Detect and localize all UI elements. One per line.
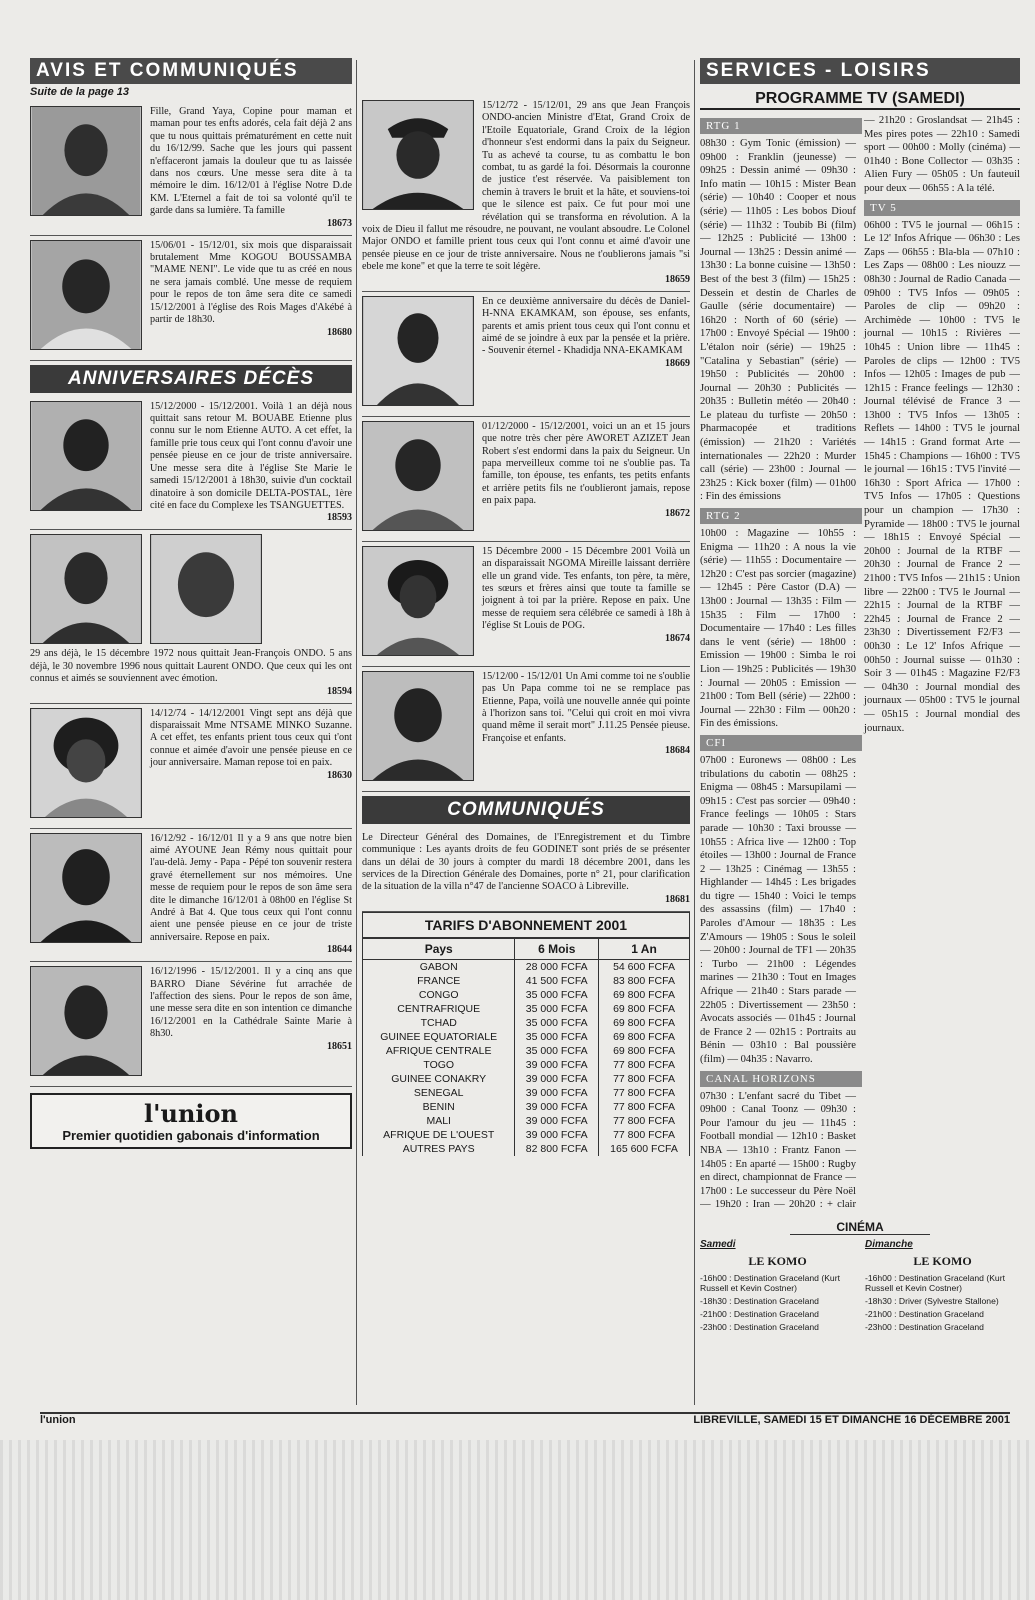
notice-ref: 18659: [665, 273, 690, 285]
footer-dateline: LIBREVILLE, SAMEDI 15 ET DIMANCHE 16 DÉCEMBRE 2001: [693, 1414, 1010, 1426]
tarif-cell: 35 000 FCFA: [515, 1044, 599, 1058]
tarif-cell: 69 800 FCFA: [599, 1016, 690, 1030]
notice-ref: 18593: [327, 512, 352, 524]
channel-schedule: 07h30 : L'enfant sacré du Tibet — 09h00 : Canal Toonz — 09h30 : Pour l'amour du jeu — 11h45 : Football mondial — 12h10 : Basket NBA — 13h10 : Frantz Fanon — 14h05 : En aparté — 15h00 : Rugby en direct, championnat de France — 17h00 : Le successeur du Père Noël — 19h20 : Iran — 20h20 : + clair — 21h20 : Groslandsat — 21h45 : Mes pires potes — 22h10 : Samedi sport — 00h00 : Molly (cinéma) — 01h40 : Bone Collector — 03h35 : Alien Fury — 05h05 : Un fauteuil pour deux — 06h55 : A la télé.: [700, 115, 1020, 1211]
notice-block: [30, 704, 352, 829]
notice-ref: 18674: [665, 632, 690, 644]
tarif-cell: 39 000 FCFA: [515, 1086, 599, 1100]
tarif-cell: SENEGAL: [363, 1086, 515, 1100]
tarif-cell: 69 800 FCFA: [599, 1002, 690, 1016]
notice-text: 15/06/01 - 15/12/01, six mois que disparaissait brutalement Mme KOGOU BOUSSAMBA "MAME NENI". Le vide que tu as créé en nous ne sera jamais comblé. Une messe de requiem pour le repos de ton âme sera dite ce samedi 15/12/2001 à l'église des Rois Mages d'Akébé à partir de 18h30.: [150, 239, 352, 326]
notice-ref: 18644: [327, 944, 352, 956]
notice-block: [30, 829, 352, 963]
cinema-showtime: -18h30 : Driver (Sylvestre Stallone): [865, 1296, 999, 1306]
tv-programme-grid: [700, 114, 1020, 1214]
tarif-cell: 39 000 FCFA: [515, 1072, 599, 1086]
notice-block: [30, 102, 352, 236]
notice-text: 16/12/1996 - 15/12/2001. Il y a cinq ans que BARRO Diane Sévérine fut arrachée de l'affection des siens. Pour le repos de son âme, une messe sera dite en son intention ce dimanche 16/12/2001 en la Cathédrale Sainte Marie à 8h30.: [150, 966, 352, 1040]
channel-label: RTG 2: [700, 508, 862, 524]
portrait-photo: [30, 106, 142, 216]
notice-block: [362, 542, 690, 667]
tarif-cell: 69 800 FCFA: [599, 1044, 690, 1058]
tarif-cell: GUINEE CONAKRY: [363, 1072, 515, 1086]
cinema-showtime: -21h00 : Destination Graceland: [865, 1309, 984, 1319]
notice-text: En ce deuxième anniversaire du décès de Daniel-H-NNA EKAMKAM, son épouse, ses enfants, parents et amis prient tous ceux qui l'ont connu et aimé de se joindre à eux par la pensée et la prière. - Souvenir éternel - Khadidja NNA-EKAMKAM: [482, 295, 690, 357]
communique-text: Le Directeur Général des Domaines, de l'Enregistrement et du Timbre communique : Les ayants droits de feu GODINET sont priés de se présenter dans un délai de 30 jours à compter du mardi 18 décembre 2001, dans les services de la Direction Générale des Domaines, porte n° 21, pour clarification de la situation de la villa n°47 de l'ancienne SOACO à Libreville.: [362, 831, 690, 893]
portrait-photo: [30, 240, 142, 350]
cinema-showtime: -21h00 : Destination Graceland: [700, 1309, 819, 1319]
notice-block: [362, 292, 690, 417]
portrait-photo: [30, 833, 142, 943]
notice-block: [30, 530, 352, 703]
cinema-day: Dimanche: [865, 1239, 913, 1250]
tarif-cell: 35 000 FCFA: [515, 1016, 599, 1030]
tarif-cell: BENIN: [363, 1100, 515, 1114]
tarif-cell: 54 600 FCFA: [599, 959, 690, 974]
cinema-day: Samedi: [700, 1239, 736, 1250]
portrait-photo: [362, 546, 474, 656]
tarif-cell: MALI: [363, 1114, 515, 1128]
continued-note: Suite de la page 13: [30, 86, 130, 98]
cinema-title: CINÉMA: [790, 1220, 930, 1235]
channel-schedule: 06h00 : TV5 le journal — 06h15 : Le 12' Infos Afrique — 06h30 : Les Zaps — 06h55 : Bla-bla — 07h10 : Les Zaps — 08h00 : Les niouzz — 08h30 : Journal de Radio Canada — 09h00 : TV5 Infos — 09h05 : Paroles de clip — 09h20 : Archimède — 10h00 : TV5 le journal — 10h15 : Rivières — 10h45 : Union libre — 11h45 : Paroles de clips — 12h00 : TV5 Infos — 12h05 : Images de pub — 12h15 : France feelings — 12h30 : Journal télévisé de France 3 — 13h00 : TV5 Infos — 13h05 : Reflets — 14h00 : TV5 le journal — 14h15 : Grand format Arte — 15h45 : Champions — 16h00 : TV5 le journal — 16h15 : TV5 l'invité — 16h30 : Sport Africa — 17h00 : TV5 Infos — 17h05 : Questions pour un champion — 17h30 : Pyramide — 18h00 : TV5 le journal — 18h15 : Envoyé Spécial — 20h00 : Journal de la RTBF — 20h30 : Journal de France 2 — 21h00 : TV5 Infos — 21h15 : Union libre — 22h00 : TV5 le Journal — 22h15 : Journal de la RTBF — 22h45 : Journal de France 2 — 23h30 : Divertissement F2/F3 — 00h30 : Le 12' Infos Afrique — 00h50 : Journal suisse — 01h30 : Soir 3 — 01h45 : Magazine F2/F3 — 04h30 : Journal mondial des journaux — 05h00 : TV5 le journal — 05h15 : Journal mondial des journaux.: [864, 219, 1020, 734]
tarif-cell: AFRIQUE CENTRALE: [363, 1044, 515, 1058]
cinema-day-column: [865, 1239, 1020, 1335]
tarif-row: [363, 1142, 690, 1156]
portrait-photo: [362, 421, 474, 531]
channel-schedule: 07h00 : Euronews — 08h00 : Les tribulations du cabotin — 08h25 : Enigma — 08h45 : Marsupilami — 09h15 : C'est pas sorcier — 09h40 : France feelings — 10h05 : Stars parade — 10h30 : Taxi brousse — 10h55 : Africa live — 12h00 : Top étoiles — 13h00 : Journal de France 2 — 13h25 : Cinémag — 13h55 : Highlander — 14h45 : Les brigades du tigre — 15h40 : Voici le temps des assassins (film) — 17h40 : Paroles d'Amour — 18h35 : Les Z'Amours — 19h05 : Sous le soleil — 20h00 : Journal de TF1 — 20h35 : Turbo — 21h00 : Légendes marines — 21h30 : Tout en Images Afrique — 21h40 : Stars parade — 22h05 : Divertissement — 23h50 : Avocats associés — 01h45 : Journal de France 2 — 02h15 : Portraits au Bénin — 03h10 : Bal poussière (film) — 04h35 : Navarro.: [700, 754, 856, 1065]
tarif-cell: TOGO: [363, 1058, 515, 1072]
channel-label: CFI: [700, 735, 862, 751]
tarif-cell: 41 500 FCFA: [515, 974, 599, 988]
notice-ref: 18630: [327, 769, 352, 781]
left-column: [30, 58, 352, 1408]
tarifs-body: [363, 959, 690, 1156]
tarif-cell: 28 000 FCFA: [515, 959, 599, 974]
tarifs-header-1an: 1 An: [599, 938, 690, 959]
notice-text: 29 ans déjà, le 15 décembre 1972 nous quittait Jean-François ONDO. 5 ans déjà, le 30 novembre 1996 nous quittait Laurent ONDO. Que ceux qui les ont connus et aimés se souviennent avec émotion.: [30, 648, 352, 685]
notice-text: 15 Décembre 2000 - 15 Décembre 2001 Voilà un an disparaissait NGOMA Mireille laissant derrière elle un grand vide. Tes enfants, ton père, ta mère, tes sœurs et frères ainsi que toute ta famille se joignent à toi par la prière. Repose en paix. Une messe de requiem sera célébrée ce samedi à 18h à l'église St Louis de POG.: [482, 545, 690, 632]
notice-text: 01/12/2000 - 15/12/2001, voici un an et 15 jours que notre très cher père AWORET AZIZET Jean Robert s'est endormi dans la paix du Seigneur. Un papa merveilleux comme toi ne s'oublie pas. Ta famille, ton épouse, tes enfants, tes petits enfants et arrière petits fils ne t'oublieront jamais, repose en paix papa.: [482, 420, 690, 507]
tarif-row: [363, 1002, 690, 1016]
channel-label: CANAL HORIZONS: [700, 1071, 862, 1087]
tarif-cell: CONGO: [363, 988, 515, 1002]
tarif-row: [363, 1030, 690, 1044]
tarif-cell: AUTRES PAYS: [363, 1142, 515, 1156]
tarif-cell: 165 600 FCFA: [599, 1142, 690, 1156]
tarif-row: [363, 1016, 690, 1030]
column-divider: [356, 60, 357, 1405]
cinema-showtime: -16h00 : Destination Graceland (Kurt Russell et Kevin Costner): [865, 1273, 1005, 1293]
section-title-services: SERVICES - LOISIRS: [700, 58, 1020, 84]
cinema-showtime: -23h00 : Destination Graceland: [865, 1322, 984, 1332]
notice-block: [30, 962, 352, 1087]
notice-text: 16/12/92 - 16/12/01 Il y a 9 ans que notre bien aimé AYOUNE Jean Rémy nous quittait pour l'au-delà. Jemy - Papa - Pépé ton souvenir restera gravé éternellement sur nos mémoires. Une messe de requiem pour le repos de son âme sera dite le dimanche 16/12/01 à 08h00 en l'église St André à Bat 4. Que tous ceux qui l'ont connu aient une pensée pieuse en ce jour de triste anniversaire. Repose en paix.: [150, 832, 352, 943]
tarif-cell: 35 000 FCFA: [515, 1002, 599, 1016]
tarif-cell: 77 800 FCFA: [599, 1072, 690, 1086]
tarif-cell: 69 800 FCFA: [599, 1030, 690, 1044]
notice-block: [362, 96, 690, 292]
newspaper-logo-box: [30, 1093, 352, 1149]
tarifs-header-6mois: 6 Mois: [515, 938, 599, 959]
cinema-section: [700, 1220, 1020, 1335]
footer-logo: l'union: [40, 1414, 76, 1426]
notice-text: Fille, Grand Yaya, Copine pour maman et maman pour tes enfts adorés, cela fait déjà 2 ans que tu nous quittais prématurément en cette nuit du 16/12/99. Sache que les jours qui passent n'effaceront jamais la douleur que tu as laissée dans nos cœurs. Une messe sera dite à ta mémoire le dim. 16/12/01 à l'église Notre D.de KM. L'Eternel a fait de toi sa volonté qu'il te garde dans sa lumière. Ta famille: [150, 106, 352, 217]
notice-block: [30, 236, 352, 361]
tarif-cell: 39 000 FCFA: [515, 1058, 599, 1072]
scan-margin: [0, 1440, 1035, 1600]
portrait-photo: [362, 100, 474, 210]
notice-text: 15/12/72 - 15/12/01, 29 ans que Jean François ONDO-ancien Ministre d'Etat, Grand Croix de l'Etoile Equatoriale, Grand Croix de la légion d'honneur s'est endormi dans la paix du Seigneur. Tu as achevé ta course, tu as combattu le bon combat, tu as gardé la foi. Désormais la couronne de justice t'est réservée. Va paisiblement ton chemin à travers le bruit et la hâte, et souviens-toi que le silence est paix. Ce fut pour moi une révélation qui se transforma en révolution. A la voix de Dieu il fallut me résoudre, ne pouvant, ne voulant absoudre. Le Colonel Major ONDO et famille prient tous ceux qui l'ont connu et aimé d'avoir une pensée pieuse en ce jour de triste anniversaire. Nous ne t'oublierons jamais "si ebele me kone" et que la terre te soit légère.: [362, 100, 690, 273]
tarif-cell: 69 800 FCFA: [599, 988, 690, 1002]
column-divider: [694, 60, 695, 1405]
tarif-row: [363, 959, 690, 974]
notice-ref: 18672: [665, 507, 690, 519]
tarif-row: [363, 988, 690, 1002]
notice-text: 15/12/00 - 15/12/01 Un Ami comme toi ne s'oublie pas Un Papa comme toi ne se remplace pas Etienne, Papa, voilà une nouvelle année qui pointe à l'horizon sans toi. "Celui qui croit en moi vivra quand même il serait mort" J.11.25 Pensée pieuse. Françoise et enfants.: [482, 670, 690, 744]
tarif-cell: 35 000 FCFA: [515, 1030, 599, 1044]
cinema-columns: [700, 1239, 1020, 1335]
tarif-row: [363, 1114, 690, 1128]
tarif-cell: CENTRAFRIQUE: [363, 1002, 515, 1016]
newspaper-logo: l'union: [144, 1099, 238, 1129]
tarif-cell: 39 000 FCFA: [515, 1114, 599, 1128]
communique-block: [362, 828, 690, 912]
communique-ref: 18681: [665, 893, 690, 905]
notice-block: [362, 417, 690, 542]
tarif-cell: 77 800 FCFA: [599, 1114, 690, 1128]
portrait-photo: [30, 966, 142, 1076]
tarif-row: [363, 1128, 690, 1142]
tarif-cell: AFRIQUE DE L'OUEST: [363, 1128, 515, 1142]
tarif-row: [363, 1086, 690, 1100]
section-title-communiques: COMMUNIQUÉS: [362, 796, 690, 824]
tarifs-header-pays: Pays: [363, 938, 515, 959]
notice-block: [362, 667, 690, 792]
notice-ref: 18669: [665, 357, 690, 369]
tarif-cell: 39 000 FCFA: [515, 1128, 599, 1142]
tarif-cell: 77 800 FCFA: [599, 1100, 690, 1114]
portrait-photo: [362, 671, 474, 781]
tarif-cell: 77 800 FCFA: [599, 1086, 690, 1100]
tarif-cell: 39 000 FCFA: [515, 1100, 599, 1114]
cinema-showtime: -16h00 : Destination Graceland (Kurt Russell et Kevin Costner): [700, 1273, 840, 1293]
page-footer: [40, 1412, 1010, 1428]
tarif-row: [363, 1058, 690, 1072]
tarif-cell: 77 800 FCFA: [599, 1058, 690, 1072]
notice-text: 14/12/74 - 14/12/2001 Vingt sept ans déjà que disparaissait Mme NTSAME MINKO Suzanne. A cet effet, tes enfants prient tous ceux qui t'ont connue et aimée d'avoir une pensée pieuse en ce jour anniversaire. Maman repose toi en paix.: [150, 707, 352, 769]
section-title-anniversaires: ANNIVERSAIRES DÉCÈS: [30, 365, 352, 393]
notice-ref: 18680: [327, 326, 352, 338]
channel-schedule: 10h00 : Magazine — 10h55 : Enigma — 11h20 : A nous la vie (série) — 11h55 : Documentaire — 12h20 : C'est pas sorcier (magazine) — 12h45 : Père Castor (D.A) — 13h00 : Journal — 13h35 : Film — 15h35 : Film — 17h00 : Documentaire — 17h40 : Les filles dans le vent (série) — 18h00 : Emission — 19h00 : Simba le roi Lion — 19h25 : Publicités — 19h30 : Journal — 20h05 : Emission — 21h00 : Tom Bell (série) — 22h00 : Journal — 22h30 : Film — 00h20 : Fin des émissions.: [700, 528, 856, 730]
tarif-cell: 82 800 FCFA: [515, 1142, 599, 1156]
cinema-showtime: -23h00 : Destination Graceland: [700, 1322, 819, 1332]
channel-label: TV 5: [864, 200, 1020, 216]
tarif-row: [363, 1044, 690, 1058]
channel-schedule: 08h30 : Gym Tonic (émission) — 09h00 : Franklin (jeunesse) — 09h25 : Dessin animé — 09h30 : Info matin — 10h15 : Mister Bean (série) — 10h40 : Cooper et nous (série) — 11h05 : Les bobos Diouf (série) — 11h32 : Toubib Bi (film) — 12h25 : Publicité — 13h00 : Journal — 13h25 : Dessin animé — 13h30 : La bonne cuisine — 13h50 : Best of the best 3 (film) — 15h25 : Dessein et destin de Charles de Gaulle (série documentaire) — 16h20 : North of 60 (série) — 17h00 : Envoyé Spécial — 19h00 : L'étalon noir (série) — 19h25 : "Catalina y Sebastian" (série) — 19h50 : Publicités — 20h00 : Journal — 20h30 : Publicités — 20h35 : Bulletin météo — 20h40 : Le plateau du turfiste — 20h50 : Pharmacopée et traditions (émission) — 21h20 : Variétés internationales — 22h20 : Murder call (série) — 23h00 : Journal — 23h25 : Kick boxer (film) — 01h00 : Fin des émissions: [700, 138, 856, 503]
cinema-venue: LE KOMO: [913, 1254, 972, 1268]
tarif-cell: GUINEE EQUATORIALE: [363, 1030, 515, 1044]
portrait-photo: [30, 401, 142, 511]
right-column: [700, 58, 1020, 1408]
tarifs-table: [362, 938, 690, 1156]
middle-column: [362, 96, 690, 1406]
notice-block: [30, 397, 352, 531]
cinema-venue: LE KOMO: [748, 1254, 807, 1268]
cinema-day-column: [700, 1239, 855, 1335]
portrait-photo: [362, 296, 474, 406]
newspaper-tagline: Premier quotidien gabonais d'information: [62, 1128, 320, 1144]
tarif-cell: 83 800 FCFA: [599, 974, 690, 988]
cinema-showtime: -18h30 : Destination Graceland: [700, 1296, 819, 1306]
tarif-cell: 77 800 FCFA: [599, 1128, 690, 1142]
notice-ref: 18673: [327, 217, 352, 229]
section-title-avis: AVIS ET COMMUNIQUÉS: [30, 58, 352, 84]
notice-ref: 18651: [327, 1040, 352, 1052]
tarif-cell: GABON: [363, 959, 515, 974]
tarif-cell: 35 000 FCFA: [515, 988, 599, 1002]
tarif-cell: FRANCE: [363, 974, 515, 988]
programme-title: PROGRAMME TV (SAMEDI): [700, 90, 1020, 110]
portrait-photo: [30, 708, 142, 818]
tarif-row: [363, 974, 690, 988]
portrait-photo: [150, 534, 262, 644]
tarif-row: [363, 1100, 690, 1114]
notice-text: 15/12/2000 - 15/12/2001. Voilà 1 an déjà nous quittait sans retour M. BOUABE Etienne plus connu sur le nom Etienne AUTO. A cet effet, la famille prie tous ceux qui l'ont connu d'avoir une pensée pieuse en ce jour de triste anniversaire. Une messe sera dite à l'église Ste Marie le samedi 15/12/2001 à 18h30, suivie d'un cocktail dinatoire à son domicile DELTA-POSTAL, 1ère cité en face du Complexe les TSANGUETTES.: [150, 400, 352, 511]
portrait-photo: [30, 534, 142, 644]
channel-label: RTG 1: [700, 118, 862, 134]
tarifs-title: TARIFS D'ABONNEMENT 2001: [362, 912, 690, 938]
notice-ref: 18684: [665, 745, 690, 757]
notice-ref: 18594: [327, 685, 352, 697]
tarif-row: [363, 1072, 690, 1086]
tarif-cell: TCHAD: [363, 1016, 515, 1030]
